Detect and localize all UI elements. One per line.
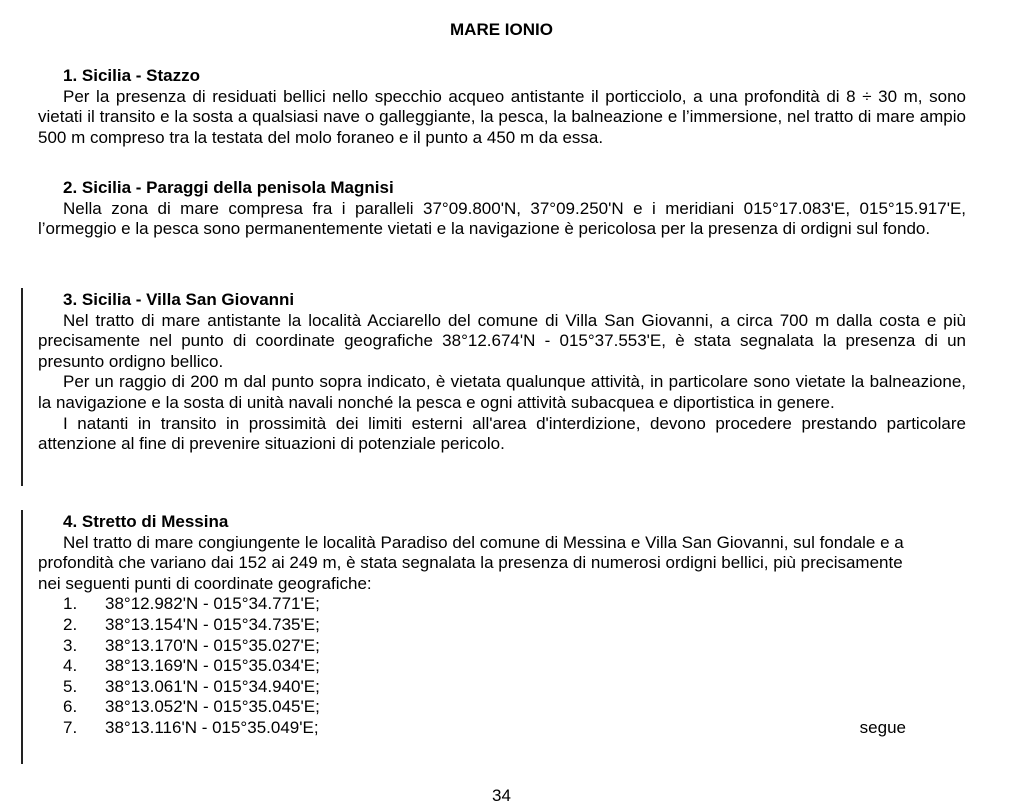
section-stazzo <box>38 66 966 148</box>
coordinate-number: 3. <box>63 635 78 655</box>
coordinate-item <box>38 718 966 739</box>
coordinate-number: 2. <box>63 614 78 634</box>
coordinate-number: 5. <box>63 676 78 696</box>
section-paragraph: Per un raggio di 200 m dal punto sopra indicato, è vietata qualunque attività, in particolare sono vietate la balneazione, la navigazione e la sosta di unità navali nonché la pesca e ogni attività subacquea e diportistica in genere. <box>38 372 966 412</box>
section-heading: 2. Sicilia - Paraggi della penisola Magnisi <box>63 178 394 197</box>
section-stretto-di-messina <box>38 512 966 739</box>
page-title: MARE IONIO <box>450 20 553 39</box>
continuation-label: segue <box>859 717 906 737</box>
coordinate-item <box>38 697 966 718</box>
section-paragraph: Per la presenza di residuati bellici nello specchio acqueo antistante il porticciolo, a una profondità di 8 ÷ 30 m, sono vietati il transito e la sosta a qualsiasi nave o galleggiante, la pesca, la balneazione e l’immersione, nel tratto di mare ampio 500 m compreso tra la testata del molo foraneo e il punto a 450 m da essa. <box>38 86 966 147</box>
coordinate-item <box>38 677 966 698</box>
section-paragraph: Nella zona di mare compresa fra i paralleli 37°09.800'N, 37°09.250'N e i meridiani 015°17.083'E, 015°15.917'E, l’ormeggio e la pesca sono permanentemente vietati e la navigazione è pericolosa per la presenza di ordigni sul fondo. <box>38 198 966 239</box>
revision-change-bar <box>21 288 23 486</box>
coordinate-value: 38°13.052'N - 015°35.045'E; <box>105 697 320 717</box>
revision-change-bar <box>21 510 23 764</box>
section-paragraph: Nel tratto di mare congiungente le località Paradiso del comune di Messina e Villa San Giovanni, sul fondale e a profondità che variano dai 152 ai 249 m, è stata segnalata la presenza di numerosi ordigni bellici, più precisamente nei seguenti punti di coordinate geografiche: <box>38 532 904 593</box>
section-villa-san-giovanni <box>38 290 966 455</box>
section-heading: 1. Sicilia - Stazzo <box>63 66 200 85</box>
section-heading: 4. Stretto di Messina <box>63 512 229 531</box>
coordinate-number: 1. <box>63 594 78 614</box>
coordinate-item <box>38 656 966 677</box>
coordinate-number: 4. <box>63 656 78 676</box>
coordinate-value: 38°13.061'N - 015°34.940'E; <box>105 676 320 696</box>
coordinate-item <box>38 615 966 636</box>
coordinate-value: 38°12.982'N - 015°34.771'E; <box>105 594 320 614</box>
coordinate-value: 38°13.170'N - 015°35.027'E; <box>105 635 320 655</box>
section-heading: 3. Sicilia - Villa San Giovanni <box>63 290 295 309</box>
coordinate-list <box>38 594 966 738</box>
coordinate-number: 7. <box>63 717 78 737</box>
coordinate-item <box>38 594 966 615</box>
coordinate-number: 6. <box>63 697 78 717</box>
section-magnisi <box>38 178 966 240</box>
coordinate-value: 38°13.116'N - 015°35.049'E; <box>105 717 319 737</box>
page-number: 34 <box>492 786 511 805</box>
coordinate-value: 38°13.169'N - 015°35.034'E; <box>105 656 320 676</box>
section-paragraph: Nel tratto di mare antistante la località Acciarello del comune di Villa San Giovanni, a circa 700 m dalla costa e più precisamente nel punto di coordinate geografiche 38°12.674'N - 015°37.553'E, è stata segnalata la presenza di un presunto ordigno bellico. <box>38 310 966 371</box>
coordinate-value: 38°13.154'N - 015°34.735'E; <box>105 614 320 634</box>
coordinate-item <box>38 636 966 657</box>
section-paragraph: I natanti in transito in prossimità dei limiti esterni all'area d'interdizione, devono procedere prestando particolare attenzione al fine di prevenire situazioni di potenziale pericolo. <box>38 413 966 454</box>
